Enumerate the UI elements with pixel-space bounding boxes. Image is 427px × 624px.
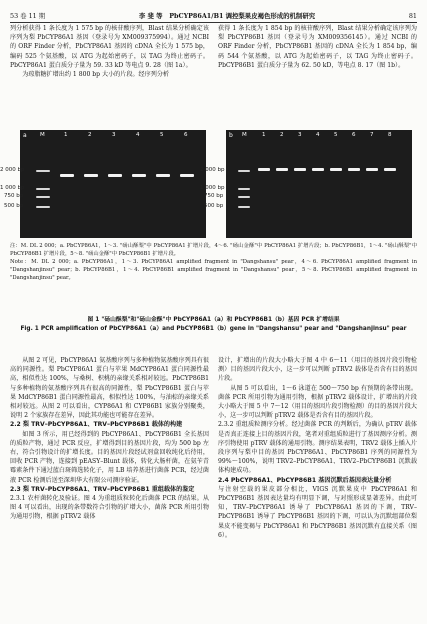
ladder-band [36, 170, 50, 172]
lane-label: 3 [298, 132, 302, 138]
paragraph: 获得 1 条长度为 1 854 bp 的核苷酸序列，Blast 结果分析确定该序列为梨 PbCYP86B1 基因（登录号为 XM009356145）。通过 NCBI 的 ORF Finder 分析，PbCYP86B1 基因的 cDNA 全长为 1 854 bp，编码 544 个氨基酸，以 ATG 为起始密码子，以 TAG 为终止密码子。PbCYP86B1 蛋白质分子量为 62. 50 kD，等电点 8. 17（图 1b）。 [218, 25, 417, 69]
column-top-right [218, 24, 417, 134]
sample-band [276, 168, 288, 171]
ladder-band [36, 196, 50, 198]
marker-label: 750 bp [4, 193, 24, 199]
paragraph: 从图 2 可见，PbCYP86A1 氨基酸序列与多种植物氨基酸序列具有很高的同源性。梨 PbCYP86A1 蛋白与苹果 MdCYP86A1 蛋白同源性最高，相似性达 100%，与桑树、枳桃的亲缘关系相对较远。PbCYP86B1 与多种植物的氨基酸序列具有很高的同源性，梨 PbCYP86B1 蛋白与苹果 MdCYP86B1 蛋白同源性最高，相似性达 100%，与油棕的亲缘关系相对较远。从图 2 可以看出，CYP86A1 和 CYP86B1 家族分别聚类，说明 2 个家族存在差异，因此其功能也可能存在差异。 [10, 357, 209, 420]
lane-label: 5 [334, 132, 338, 138]
marker-label: 500 bp [4, 203, 24, 209]
sample-band [180, 174, 194, 177]
lane-label: M [40, 132, 45, 138]
figure-note-en: Note：M. DL 2 000；a. PbCYP86A1，1～3. PbCYP86A1 amplified fragment in "Dangshansu" pear，4～6. PbCYP86A1 amplified fragment in "Dangshanjinsu" pear；b. PbCYP86B1，1～4. PbCYP86B1 amplified fragment in "Dangshansu" pear，5～8. PbCYP86B1 amplified fragment in "Dangshanjinsu" pear。 [10, 259, 417, 281]
paragraph: 设计，扩增出的片段大小略大于图 4 中 6～11（用目的基因片段引物检测）目的基因片段大小，这一步可以判断 pTRV2 载体是否含有目的基因片段。 [218, 357, 417, 383]
running-paper-title: PbCYP86A1/B1 调控梨果皮褐色形成的机制研究 [169, 12, 316, 20]
running-title [139, 11, 315, 20]
sample-band [384, 168, 396, 171]
paragraph: 为琼脂糖扩增出约 1 800 bp 大小的片段。经序列分析 [22, 71, 170, 79]
figure-title-zh: 图 1 "砀山酥梨"和"砀山金酥"中 PbCYP86A1（a）和 PbCYP86B1（b）基因 PCR 扩增结果 [87, 317, 340, 323]
sample-band [108, 174, 122, 177]
lane-label: M [242, 132, 247, 138]
paragraph: 如图 3 所示，用已经得到的 PbCYP86A1、PbCYP86B1 全长基因的质粒产物，通过 PCR 反应，扩增得到目的基因片段，均为 500 bp 左右，符合引物设计的扩增长度。目的基因片段经试剂盒回收纯化后待用，回收 PCR 产物，连接到 pEASY–Blunt 载体，转化大肠杆菌，在氨苄青霉素条件下通过蓝白斑筛选转化子，用 LB 培养基进行菌落 PCR，经过菌液 PCR 检测后送至深圳华大有限公司测序验证。 [10, 430, 209, 484]
running-authors: 李 斐 等 [138, 12, 163, 20]
figure-title-en: Fig. 1 PCR amplification of PbCYP86A1（a）and PbCYP86B1（b）gene in "Dangshansu" pear and "Dangshanjinsu" pear [20, 325, 407, 332]
sample-band [84, 174, 98, 177]
panel-label: b [229, 132, 233, 139]
section-heading: 2.3 梨 TRV–PbCYP86A1、TRV–PbCYP86B1 重组载体的鉴定 [10, 485, 195, 493]
ladder-band [238, 188, 250, 190]
lane-label: 2 [88, 132, 92, 138]
column-bottom-left [10, 356, 209, 618]
figure-note-zh: 注：M. DL 2 000；a. PbCYP86A1，1～3. "砀山酥梨"中 PbCYP86A1 扩增片段，4～6. "砀山金酥"中 PbCYP86A1 扩增片段；b. PbCYP86B1，1～4. "砀山酥梨"中 PbCYP86B1 扩增片段，5～8. "砀山金酥"中 PbCYP86B1 扩增片段。 [10, 243, 417, 257]
section-heading: 2.2 梨 TRV–PbCYP86A1、TRV–PbCYP86B1 载体的构建 [10, 421, 183, 429]
gel-image-a [20, 130, 206, 238]
marker-label: 1 000 bp [0, 185, 25, 191]
lane-label: 6 [184, 132, 188, 138]
sample-band [156, 174, 170, 177]
column-bottom-right [218, 356, 417, 618]
journal-volume: 53 卷 11 期 [10, 12, 46, 20]
ladder-band [36, 188, 50, 190]
sample-band [258, 168, 270, 171]
marker-label: 750 bp [204, 193, 224, 199]
lane-label: 5 [160, 132, 164, 138]
sample-band [294, 168, 306, 171]
paragraph: 列分析获得 1 条长度为 1 575 bp 的核苷酸序列，Blast 结果分析确定该序列为梨 PbCYP86A1 基因（登录号为 XM009375994）。通过 NCBI 的 ORF Finder 分析，PbCYP86A1 基因的 cDNA 全长为 1 575 bp，编码 525 个氨基酸，以 ATG 为起始密码子，以 TAG 为终止密码子。PbCYP86A1 蛋白质分子量为 59. 33 kD 等电点 9. 28（图 1a）。 [10, 25, 209, 69]
marker-label: 1 000 bp [200, 185, 225, 191]
lane-label: 3 [112, 132, 116, 138]
lane-label: 2 [280, 132, 284, 138]
paragraph: 与注射空载的果皮部分相比，VIGS 沉默果皮中 PbCYP86A1 和 PbCYP86B1 基因表达量均有明显下调，与对照形成显著差异。由此可知，TRV–PbCYP86A1 诱导了 PbCYP86A1 基因的下调，TRV–PbCYP86B1 诱导了 PbCYP86B1 基因的下调，可以认为沉默组部位梨果皮不能变褐与 PbCYP86A1 和 PbCYP86B1 基因沉默有直接关系（图 6）。 [218, 485, 417, 539]
sample-band [330, 168, 342, 171]
ladder-band [36, 206, 50, 208]
figure-note [10, 242, 417, 282]
page-number: 81 [408, 12, 417, 20]
page-header [10, 6, 417, 23]
paragraph: 从图 5 可以看出，1～6 泳道在 500～750 bp 有预期的条带出现。菌落 PCR 所用引物为通用引物，根据 pTRV2 载体设计，扩增出的片段大小略大于图 5 中 7～12（用目的基因片段引物检测）的目的基因片段大小，这一步可以判断 pTRV2 载体是否含有目的基因片段。 [218, 384, 417, 420]
gel-image-b [226, 130, 412, 238]
lane-label: 8 [388, 132, 392, 138]
paragraph: 2.3.2 重组质粒测序分析。经过菌落 PCR 的判断后，为确认 pTRV 载体是否真正连接上目的基因片段，笔者对重组质粒进行了基因测序分析。测序引物使用 pTRV 载体的通用引物。测序结果表明，TRV2 载体上插入片段序列与梨中目的基因 PbCYP86A1、PbCYP86B1 序列的同源性为 99%～100%，说明 TRV2–PbCYP86A1、TRV2–PbCYP86B1 沉默载体构建成功。 [218, 421, 417, 475]
column-top-left [10, 24, 209, 134]
lane-label: 4 [136, 132, 140, 138]
section-heading: 2.4 PbCYP86A1、PbCYP86B1 基因沉默后基因表达量分析 [218, 476, 392, 484]
marker-label: 2 000 bp [0, 167, 25, 173]
sample-band [348, 168, 360, 171]
sample-band [60, 174, 74, 177]
ladder-band [238, 196, 250, 198]
lane-label: 6 [352, 132, 356, 138]
lane-label: 1 [64, 132, 68, 138]
lane-label: 7 [370, 132, 374, 138]
ladder-band [238, 170, 250, 172]
sample-band [132, 174, 146, 177]
sample-band [366, 168, 378, 171]
lane-label: 1 [262, 132, 266, 138]
lane-label: 4 [316, 132, 320, 138]
paragraph: 2.3.1 农杆菌转化及验证。图 4 为重组质粒转化后菌落 PCR 的结果。从图 4 可以看出，出现的条带数符合引物的扩增大小，菌落 PCR 所用引物为通用引物，根据 pTRV2 载体 [10, 495, 209, 521]
marker-label: 500 bp [204, 203, 224, 209]
panel-label: a [23, 132, 27, 139]
sample-band [312, 168, 324, 171]
figure-title [10, 316, 417, 333]
marker-label: 2 000 bp [200, 167, 225, 173]
ladder-band [238, 206, 250, 208]
